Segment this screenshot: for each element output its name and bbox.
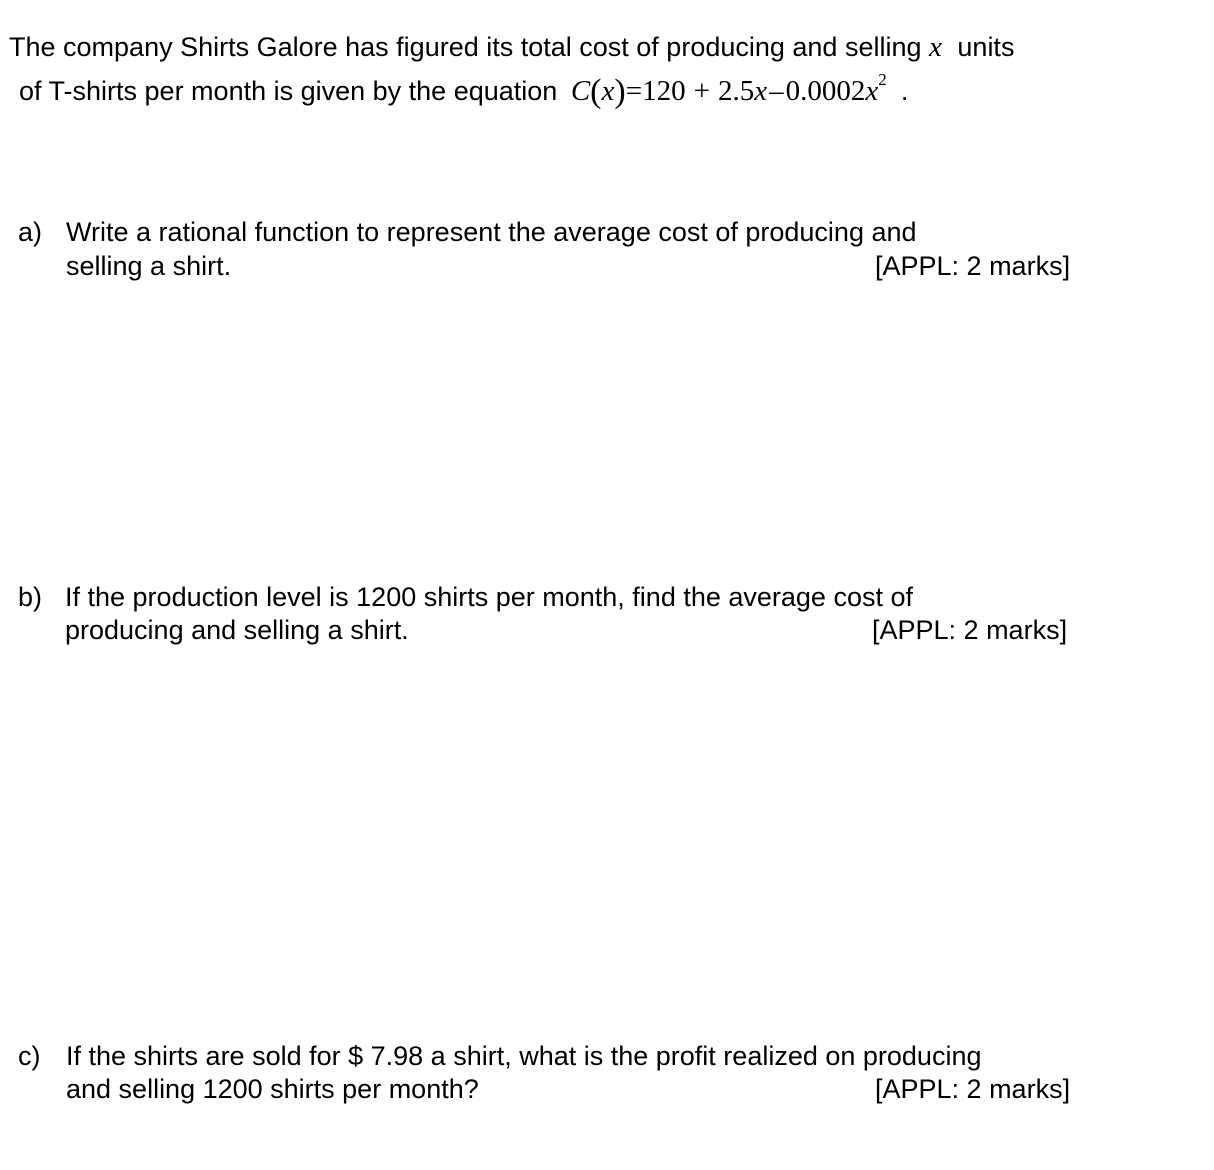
- intro-line-2: [19, 70, 909, 110]
- question-b-line-1: If the production level is 1200 shirts per month, find the average cost of: [65, 582, 913, 612]
- intro-line-2-text: of T-shirts per month is given by the equation: [19, 76, 558, 106]
- equation-function-name: C: [570, 75, 591, 107]
- question-b-marks: [APPL: 2 marks]: [872, 615, 1068, 645]
- cost-equation: [570, 70, 895, 110]
- question-b-line-2: producing and selling a shirt.: [65, 615, 409, 645]
- equation-variable-2: x: [865, 75, 879, 107]
- intro-line-1-tail: units: [957, 32, 1015, 62]
- intro-line-1: [9, 33, 1014, 62]
- intro-line-1-text: The company Shirts Galore has figured its total cost of producing and selling: [9, 32, 922, 62]
- question-a-line-1: Write a rational function to represent the average cost of producing and: [66, 217, 917, 247]
- equation-argument: x: [601, 75, 615, 107]
- equation-equals: =: [625, 75, 643, 107]
- question-b-label: b): [18, 582, 43, 612]
- question-a-marks: [APPL: 2 marks]: [875, 251, 1071, 281]
- equation-open-paren: (: [590, 73, 602, 110]
- equation-exponent: 2: [878, 70, 887, 90]
- question-c-line-2: and selling 1200 shirts per month?: [66, 1074, 479, 1104]
- question-c-label: c): [18, 1041, 41, 1071]
- equation-coefficient-1: 2.5: [718, 75, 755, 107]
- equation-plus: +: [693, 75, 710, 107]
- equation-constant: 120: [642, 75, 686, 107]
- question-a-line-2: selling a shirt.: [66, 251, 232, 281]
- equation-minus: –: [769, 75, 784, 107]
- intro-variable-x: x: [929, 31, 942, 63]
- question-a-label: a): [18, 217, 43, 247]
- equation-variable-1: x: [754, 75, 768, 107]
- equation-close-paren: ): [614, 73, 626, 110]
- question-c-marks: [APPL: 2 marks]: [875, 1074, 1071, 1104]
- equation-period: .: [900, 76, 909, 106]
- equation-coefficient-2: 0.0002: [785, 75, 866, 107]
- question-c-line-1: If the shirts are sold for $ 7.98 a shirt, what is the profit realized on producing: [66, 1041, 982, 1071]
